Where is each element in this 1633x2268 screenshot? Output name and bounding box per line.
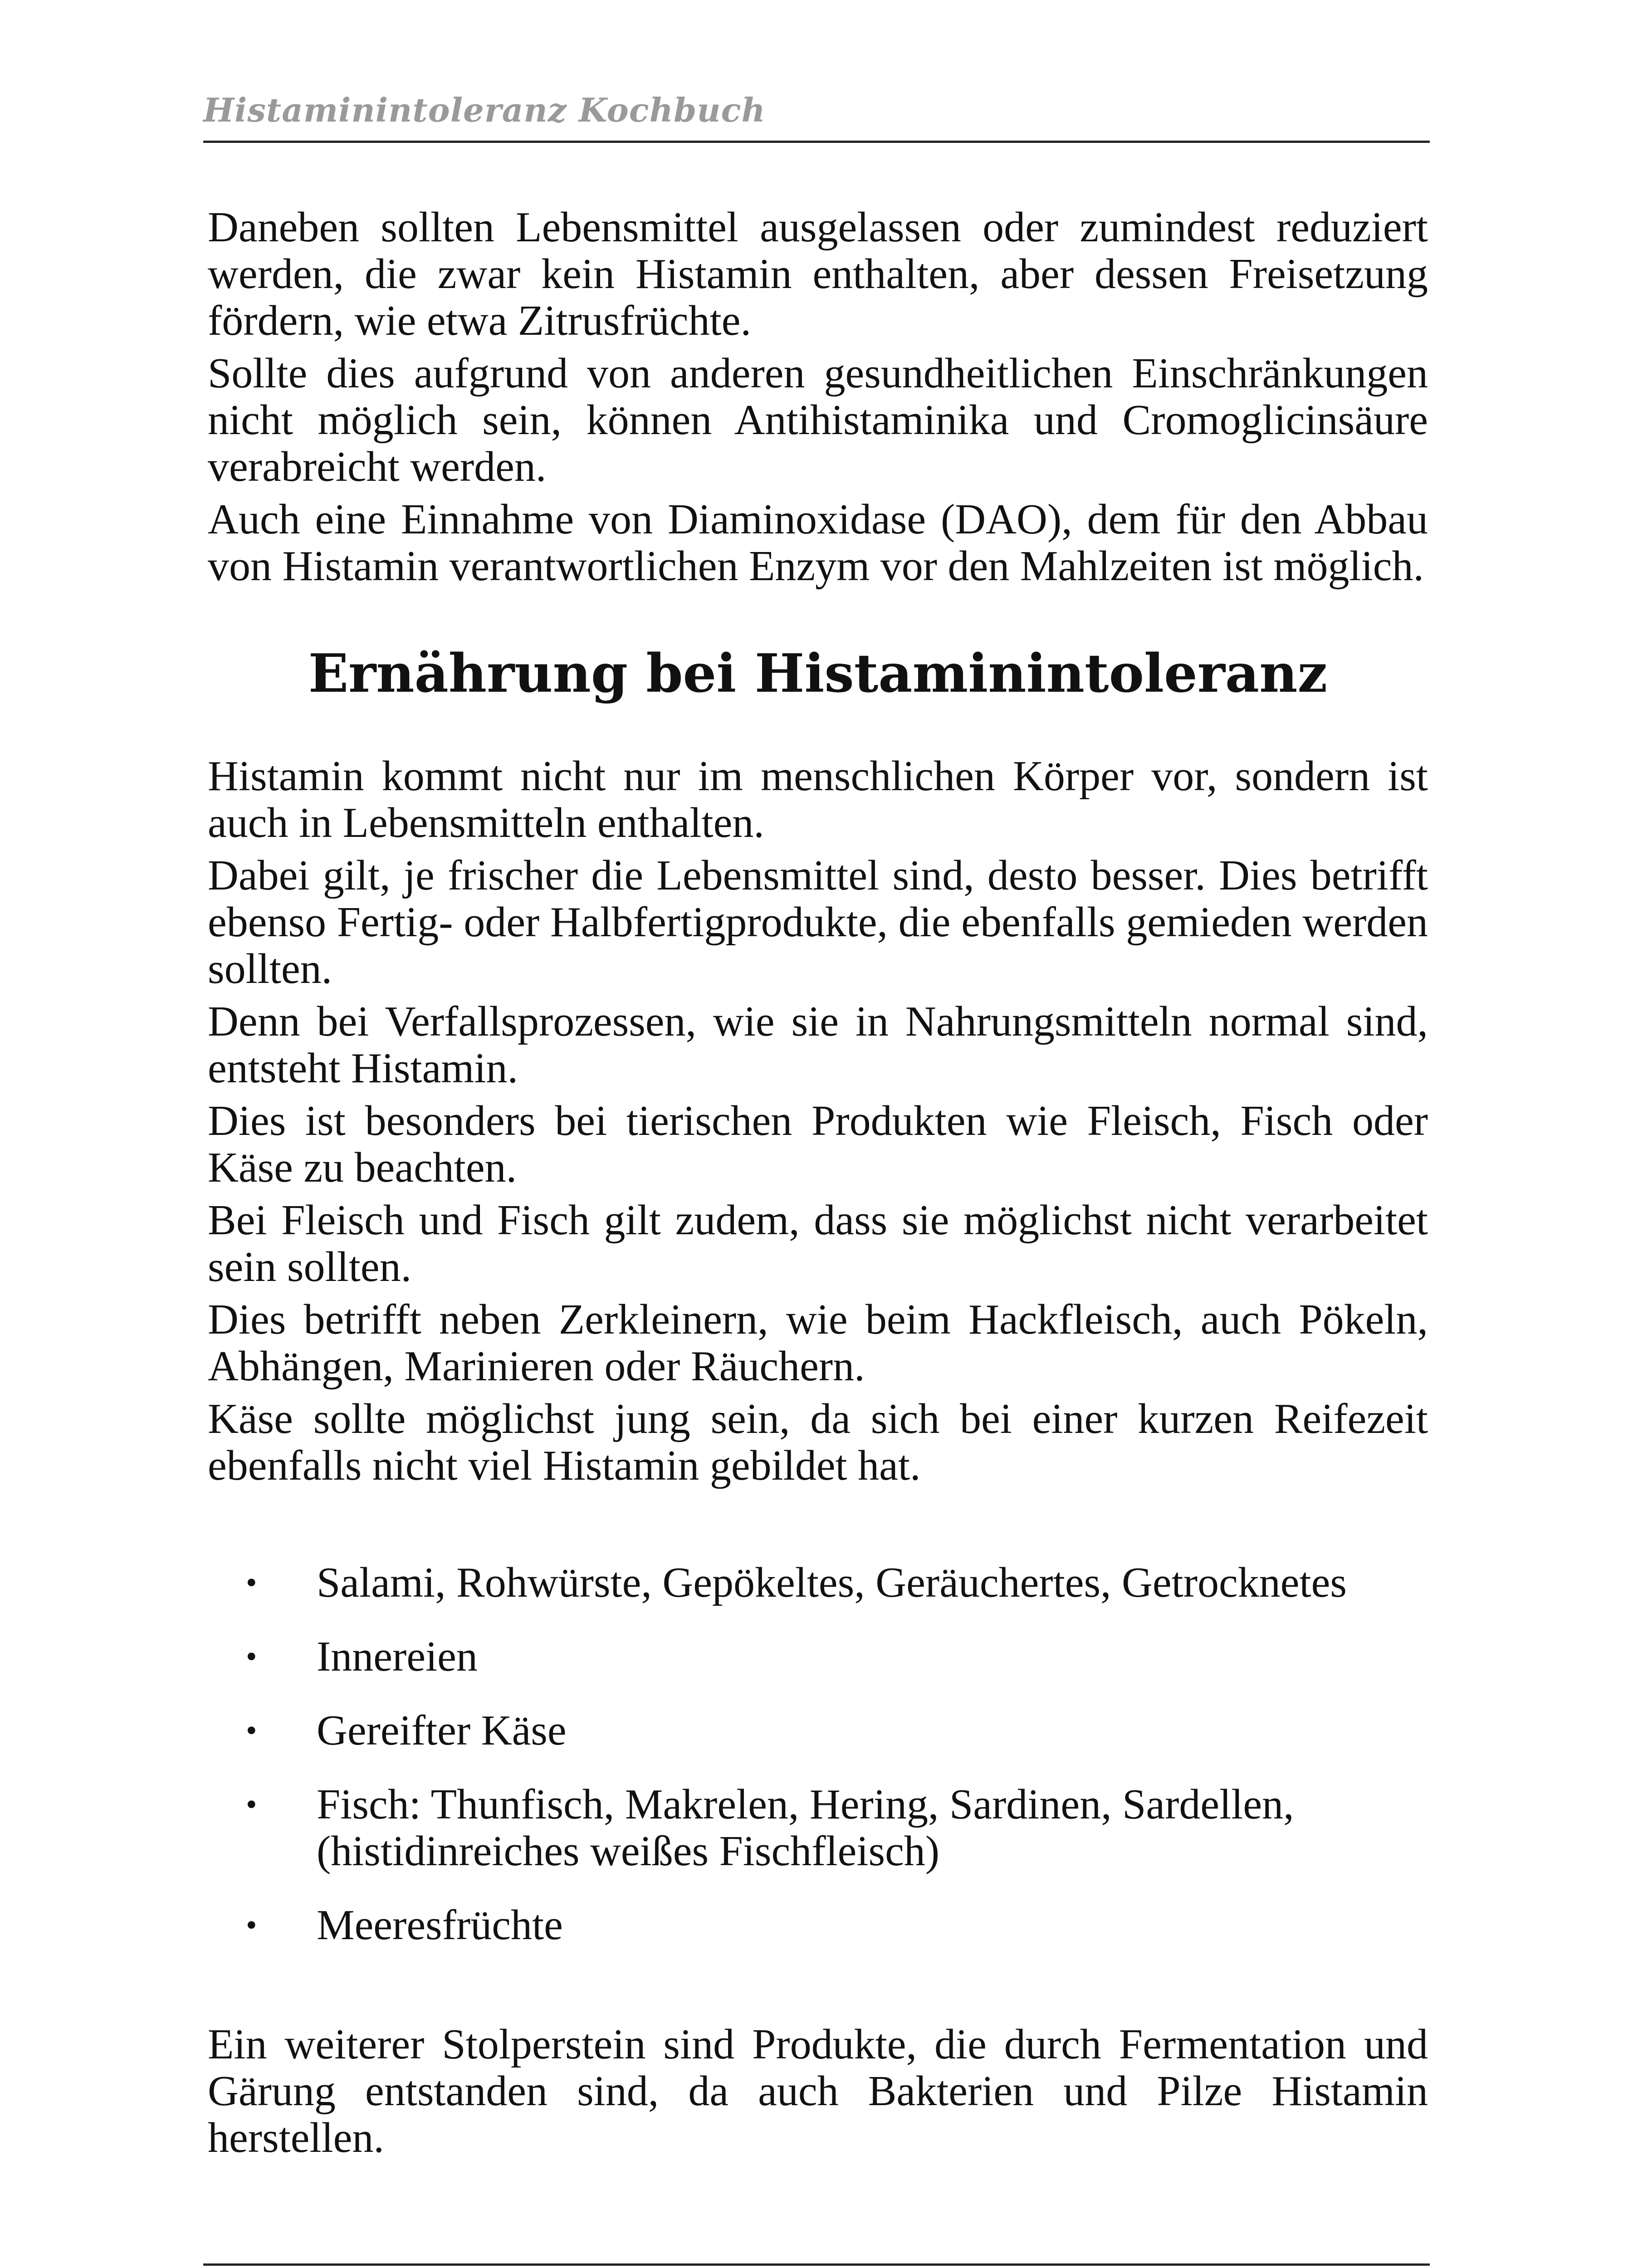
list-item-text: Gereifter Käse	[317, 1707, 567, 1754]
body-paragraph: Auch eine Einnahme von Diaminoxidase (DAO), dem für den Abbau von Histamin verantwortlichen Enzym vor den Mahlzeiten ist möglich.	[208, 496, 1428, 590]
list-item	[246, 1633, 1428, 1680]
body-paragraph: Dabei gilt, je frischer die Lebensmittel sind, desto besser. Dies betrifft ebenso Fertig- oder Halbfertigprodukte, die ebenfalls gemieden werden sollten.	[208, 852, 1428, 992]
bullet-icon: •	[246, 1713, 257, 1748]
list-item-text: Innereien	[317, 1633, 478, 1680]
list-item	[246, 1707, 1428, 1754]
body-paragraph: Histamin kommt nicht nur im menschlichen Körper vor, sondern ist auch in Lebensmitteln enthalten.	[208, 753, 1428, 846]
header-divider	[203, 141, 1430, 143]
list-item	[246, 1781, 1428, 1875]
bullet-icon: •	[246, 1787, 257, 1822]
list-item	[246, 1901, 1428, 1949]
list-item-text: Meeresfrüchte	[317, 1901, 563, 1949]
body-paragraph: Dies ist besonders bei tierischen Produkten wie Fleisch, Fisch oder Käse zu beachten.	[208, 1097, 1428, 1191]
body-paragraph: Käse sollte möglichst jung sein, da sich bei einer kurzen Reifezeit ebenfalls nicht viel Histamin gebildet hat.	[208, 1395, 1428, 1489]
footer-divider	[203, 2263, 1430, 2266]
body-paragraph: Bei Fleisch und Fisch gilt zudem, dass sie möglichst nicht verarbeitet sein sollten.	[208, 1197, 1428, 1290]
list-item-text: Fisch: Thunfisch, Makrelen, Hering, Sardinen, Sardellen, (histidinreiches weißes Fischfleisch)	[317, 1781, 1294, 1875]
body-paragraph: Ein weiterer Stolperstein sind Produkte, die durch Fermentation und Gärung entstanden sind, da auch Bakterien und Pilze Histamin herstellen.	[208, 2021, 1428, 2161]
page-body	[208, 204, 1428, 2167]
body-paragraph: Denn bei Verfallsprozessen, wie sie in Nahrungsmitteln normal sind, entsteht Histamin.	[208, 998, 1428, 1092]
body-paragraph: Daneben sollten Lebensmittel ausgelassen oder zumindest reduziert werden, die zwar kein Histamin enthalten, aber dessen Freisetzung fördern, wie etwa Zitrusfrüchte.	[208, 204, 1428, 344]
list-item	[246, 1559, 1428, 1606]
bullet-icon: •	[246, 1639, 257, 1674]
list-item-text: Salami, Rohwürste, Gepökeltes, Geräuchertes, Getrocknetes	[317, 1559, 1347, 1606]
bullet-icon: •	[246, 1908, 257, 1943]
section-heading: Ernährung bei Histaminintoleranz	[308, 643, 1328, 704]
body-paragraph: Sollte dies aufgrund von anderen gesundheitlichen Einschränkungen nicht möglich sein, können Antihistaminika und Cromoglicinsäure verabreicht werden.	[208, 350, 1428, 490]
body-paragraph: Dies betrifft neben Zerkleinern, wie beim Hackfleisch, auch Pökeln, Abhängen, Marinieren oder Räuchern.	[208, 1296, 1428, 1390]
running-header-title: Histaminintoleranz Kochbuch	[203, 91, 766, 129]
food-list	[208, 1559, 1428, 1949]
bullet-icon: •	[246, 1565, 257, 1600]
